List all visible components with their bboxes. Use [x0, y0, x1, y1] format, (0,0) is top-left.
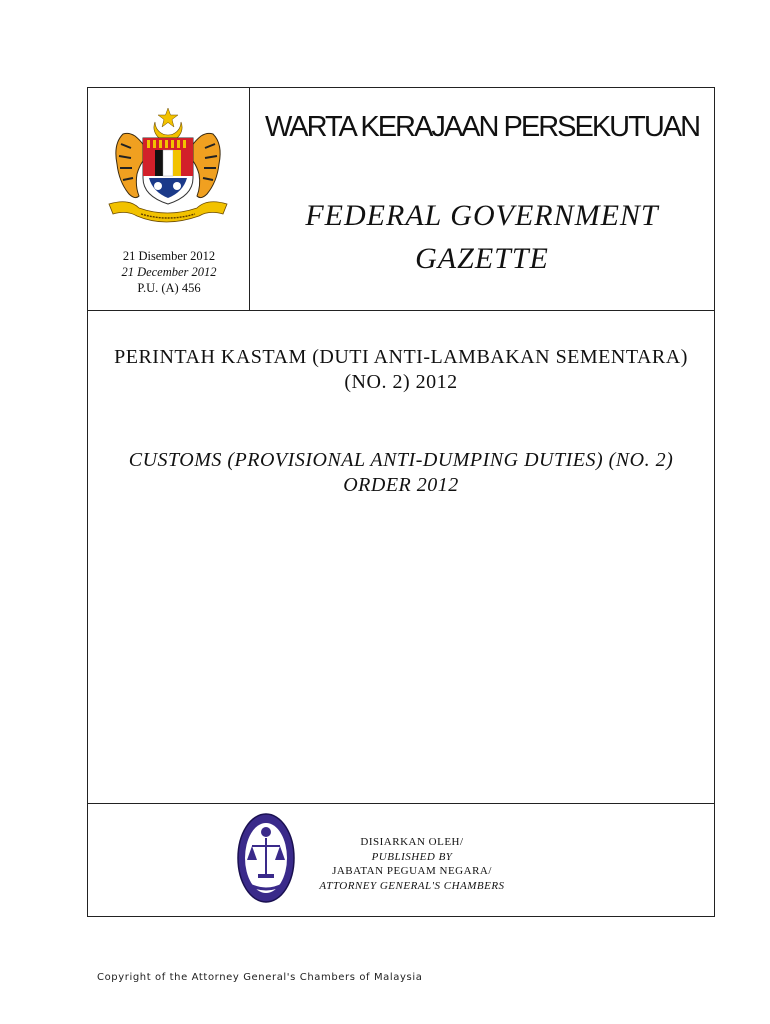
title-cell [250, 88, 714, 310]
publisher-line-english: PUBLISHED BY [371, 850, 453, 863]
publisher-row [88, 804, 714, 916]
issue-meta [88, 248, 250, 296]
order-title-english [88, 448, 714, 498]
attorney-general-chambers-emblem-icon [236, 812, 296, 904]
publisher-name-english: ATTORNEY GENERAL'S CHAMBERS [319, 879, 505, 892]
order-title-english-line2: ORDER 2012 [343, 474, 459, 496]
order-title-row [88, 311, 714, 804]
crest-cell [88, 88, 250, 310]
order-title-english-line1: CUSTOMS (PROVISIONAL ANTI-DUMPING DUTIES) (NO. 2) [128, 449, 674, 471]
order-title-malay [88, 345, 714, 395]
publisher-block [298, 835, 526, 893]
issue-date-english: 21 December 2012 [121, 265, 217, 279]
malaysia-coat-of-arms-icon [105, 104, 231, 224]
gazette-title-malay: WARTA KERAJAAN PERSEKUTUAN [264, 111, 700, 143]
gazette-cover-frame [87, 87, 715, 917]
order-title-malay-line1: PERINTAH KASTAM (DUTI ANTI-LAMBAKAN SEMENTARA) [114, 346, 688, 368]
issue-date-malay: 21 Disember 2012 [122, 249, 216, 263]
publisher-line-malay: DISIARKAN OLEH/ [360, 836, 464, 848]
order-title-malay-line2: (NO. 2) 2012 [344, 371, 458, 393]
publisher-name-malay: JABATAN PEGUAM NEGARA/ [332, 865, 492, 877]
issue-reference: P.U. (A) 456 [137, 281, 201, 295]
gazette-title-english-line2: GAZETTE [415, 242, 549, 275]
header-row [88, 88, 714, 311]
copyright-notice: Copyright of the Attorney General's Chambers of Malaysia [97, 972, 423, 983]
gazette-title-english-line1: FEDERAL GOVERNMENT [305, 199, 659, 232]
gazette-title-english [250, 194, 714, 280]
